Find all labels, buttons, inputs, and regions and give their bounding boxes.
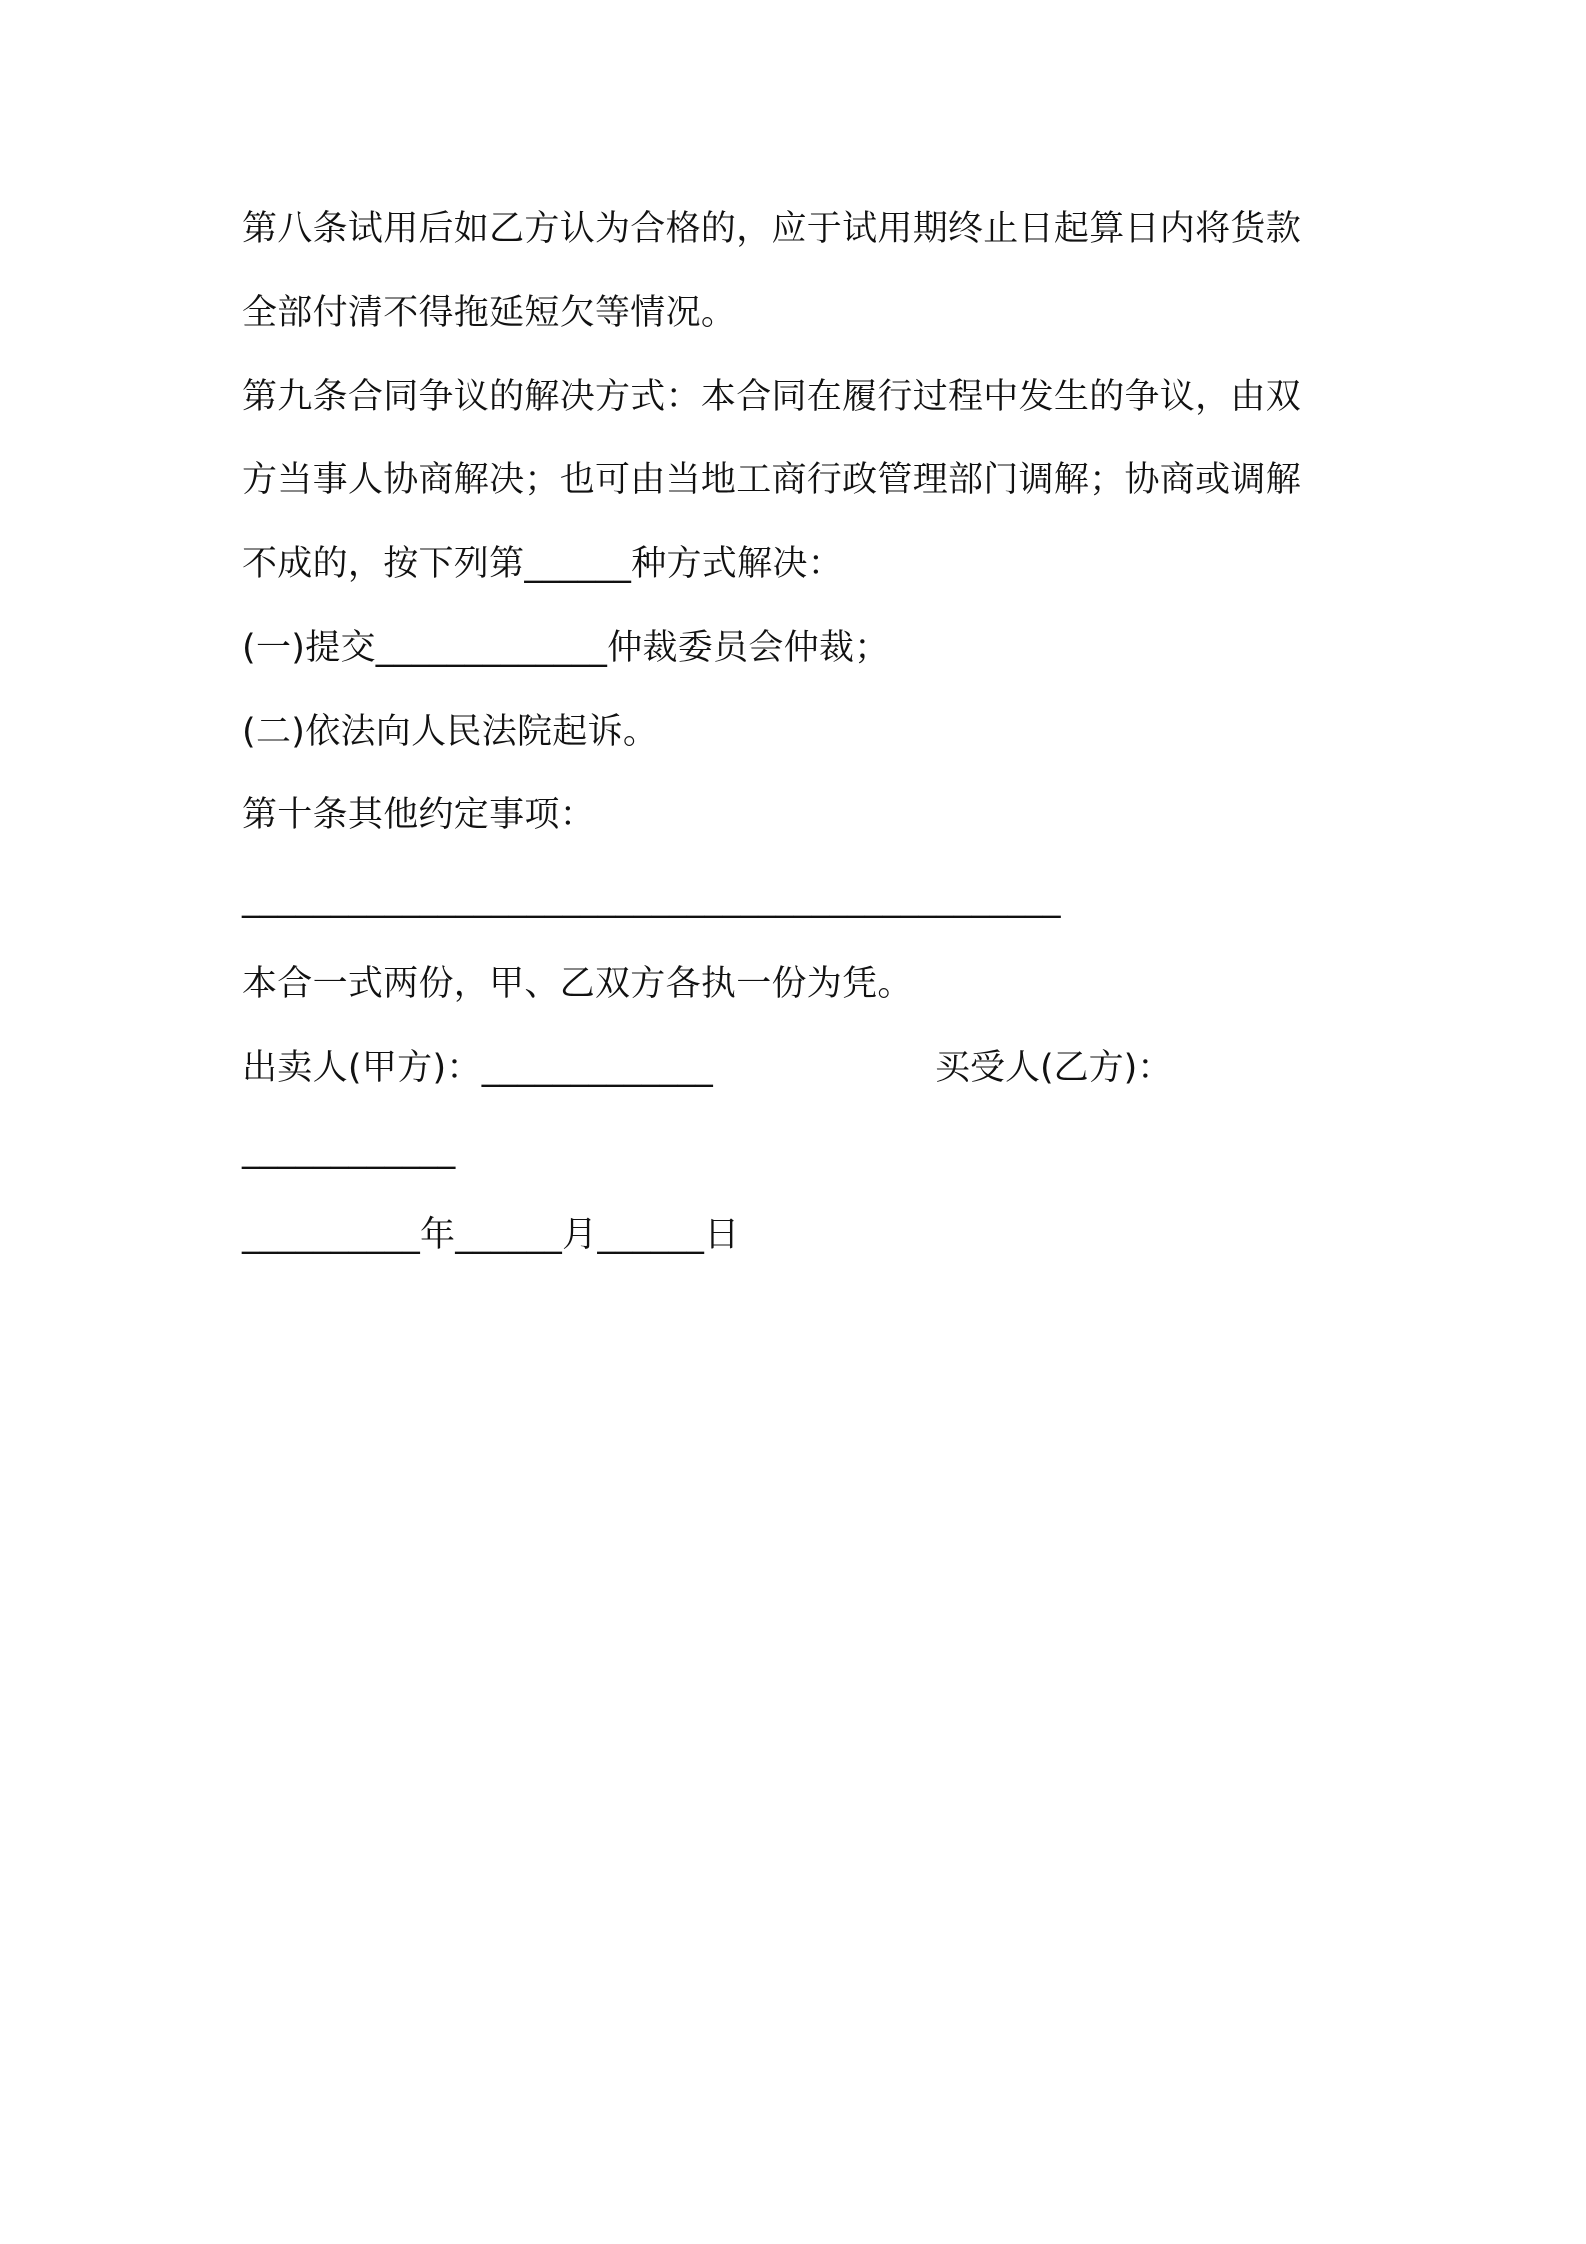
clause-9-line-2: 方当事人协商解决；也可由当地工商行政管理部门调解；协商或调解 <box>242 460 1302 500</box>
clause-10-heading: 第十条其他约定事项： <box>242 795 596 835</box>
seller-signature-line: 出卖人(甲方)：_____________ <box>242 1048 714 1088</box>
buyer-signature-label: 买受人(乙方)： <box>935 1048 1173 1088</box>
buyer-signature-blank: ____________ <box>242 1130 456 1170</box>
court-option: (二)依法向人民法院起诉。 <box>242 712 659 752</box>
clause-9-line-1: 第九条合同争议的解决方式：本合同在履行过程中发生的争议，由双 <box>242 377 1302 417</box>
other-terms-blank: ______________________________________________ <box>242 879 1061 919</box>
date-line: __________年______月______日 <box>242 1215 740 1255</box>
copies-statement: 本合一式两份，甲、乙双方各执一份为凭。 <box>242 964 913 1004</box>
clause-8-line-1: 第八条试用后如乙方认为合格的，应于试用期终止日起算日内将货款 <box>242 209 1302 249</box>
clause-8-line-2: 全部付清不得拖延短欠等情况。 <box>242 293 737 333</box>
clause-9-line-3: 不成的，按下列第______种方式解决： <box>242 544 844 584</box>
arbitration-option: (一)提交_____________仲裁委员会仲裁； <box>242 628 890 668</box>
